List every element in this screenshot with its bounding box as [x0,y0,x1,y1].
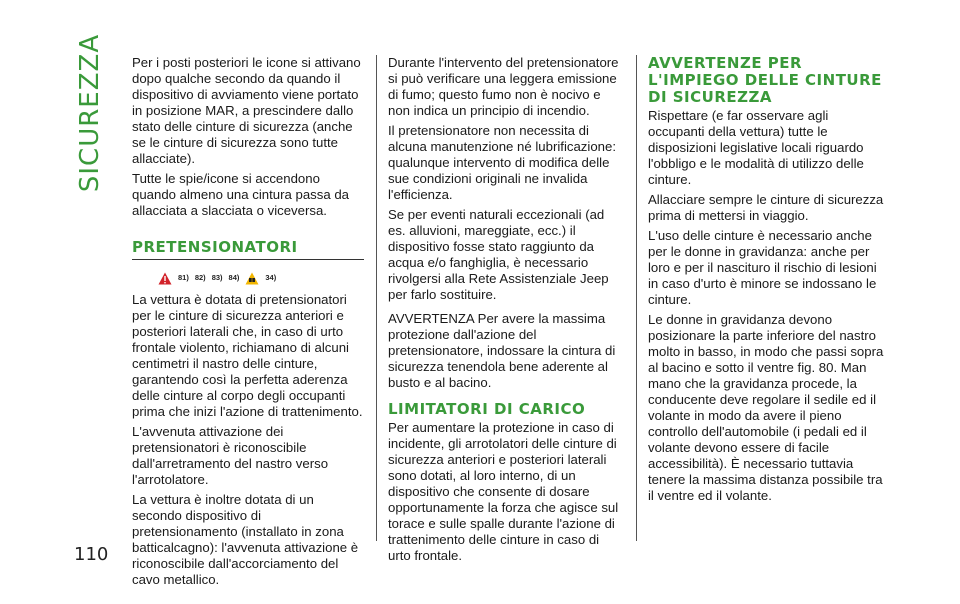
paragraph: Le donne in gravidanza devono posizionare la parte inferiore del nastro molto in basso, in modo che passi sopra al bacino e sotto il ventre fig. 80. Man mano che la gravidanza procede, la conducente deve regolare il sedile ed il volante in modo da avere il pieno controllo dell'automobile (i pedali ed il volante devono essere di facile accessibilità). È necessario tuttavia tenere la massima distanza possibile tra il ventre ed il volante. [648,312,884,503]
paragraph: Se per eventi naturali eccezionali (ad es. alluvioni, mareggiate, ecc.) il dispositivo fosse stato raggiunto da acqua e/o fanghiglia, è necessario rivolgersi alla Rete Assistenziale Jeep per farlo sostituire. [388,207,609,302]
text-column-3 [648,55,884,508]
section-heading-avvertenze: AVVERTENZE PER L'IMPIEGO DELLE CINTURE DI SICUREZZA [648,54,882,106]
paragraph: Rispettare (e far osservare agli occupanti della vettura) tutte le disposizioni legislative locali riguardo l'obbligo e le modalità di utilizzo delle cinture. [648,108,864,187]
column-divider [376,55,377,541]
manual-book-icon [245,272,259,285]
paragraph: L'uso delle cinture è necessario anche per le donne in gravidanza: anche per loro e per il nascituro il rischio di lesioni in caso d'urto è minore se indossano le cinture. [648,228,877,307]
reference-row [158,270,364,286]
reference-number: 34) [265,273,277,282]
paragraph: Durante l'intervento del pretensionatore si può verificare una leggera emissione di fumo; questo fumo non è nocivo e non indica un principio di incendio. [388,55,619,118]
reference-number: 81) [178,273,189,282]
paragraph: Tutte le spie/icone si accendono quando almeno una cintura passa da allacciata a slacciata o viceversa. [132,171,350,218]
paragraph: La vettura è inoltre dotata di un secondo dispositivo di pretensionamento (installato in zona batticalcagno): l'avvenuta attivazione è riconoscibile dall'accorciamento del cavo metallico. [132,492,359,587]
warning-triangle-icon [158,272,172,285]
section-title-text: SICUREZZA [75,33,105,193]
text-column-1 [132,55,364,592]
column-divider [636,55,637,541]
reference-number: 83) [211,273,223,282]
text-column-2 [388,55,624,568]
section-heading-pretensionatori: PRETENSIONATORI [132,239,364,260]
paragraph: L'avvenuta attivazione dei pretensionatori è riconoscibile dall'arretramento del nastro verso l'arrotolatore. [132,424,329,487]
paragraph: Per i posti posteriori le icone si attivano dopo qualche secondo da quando il dispositivo di avviamento viene portato in posizione MAR, a prescindere dallo stato delle cinture di sicurezza (anche se le cinture di sicurezza sono tutte allacciate). [132,55,361,166]
section-heading-limitatori: LIMITATORI DI CARICO [388,400,586,418]
paragraph: Allacciare sempre le cinture di sicurezza prima di mettersi in viaggio. [648,192,884,223]
paragraph: La vettura è dotata di pretensionatori per le cinture di sicurezza anteriori e posteriori laterali che, in caso di urto frontale violento, richiamano di alcuni centimetri il nastro delle cinture, garantendo così la perfetta aderenza delle cinture al corpo degli occupanti prima che inizi l'azione di trattenimento. [132,292,363,419]
paragraph: Per aumentare la protezione in caso di incidente, gli arrotolatori delle cinture di sicurezza anteriori e posteriori laterali sono dotati, al loro interno, di un dispositivo che consente di dosare opportunamente la forza che agisce sul torace e sulle spalle durante l'azione di trattenimento delle cinture in caso di urto frontale. [388,420,619,563]
section-side-title [64,33,116,193]
warning-paragraph: AVVERTENZA Per avere la massima protezione dall'azione del pretensionatore, indossare la cintura di sicurezza tenendola bene aderente al busto e al bacino. [388,311,616,390]
paragraph: Il pretensionatore non necessita di alcuna manutenzione né lubrificazione: qualunque intervento di modifica delle sue condizioni originali ne invalida l'efficienza. [388,123,616,202]
reference-number: 82) [194,273,206,282]
page-number: 110 [74,544,109,565]
reference-number: 84) [228,273,240,282]
